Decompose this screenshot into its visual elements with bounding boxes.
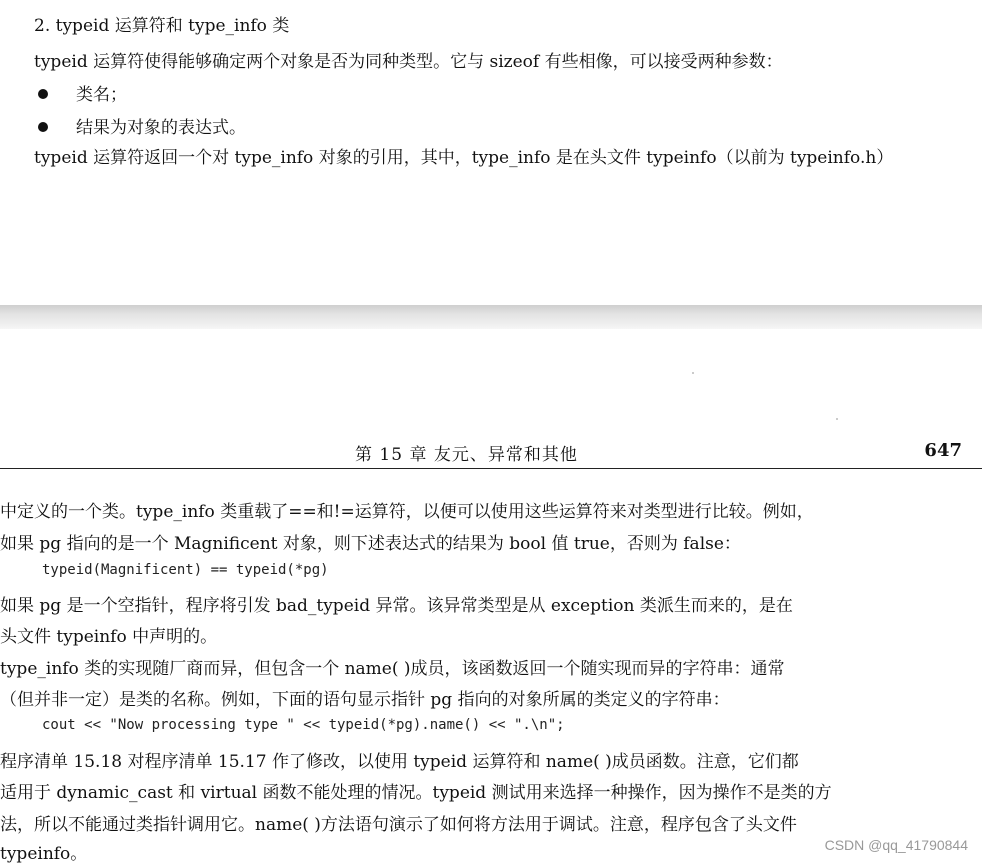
watermark: CSDN @qq_41790844 [824, 837, 968, 853]
code-line-typeid-compare: typeid(Magnificent) == typeid(*pg) [42, 562, 329, 578]
page-number: 647 [924, 440, 962, 461]
intro-paragraph: typeid 运算符使得能够确定两个对象是否为同种类型。它与 sizeof 有些相像，可以接受两种参数： [34, 52, 783, 72]
running-header [0, 436, 982, 469]
typeid-return-paragraph: typeid 运算符返回一个对 type_info 对象的引用，其中，type_info 是在头文件 typeinfo（以前为 typeinfo.h） [34, 148, 894, 168]
bullet-item-1 [38, 83, 127, 107]
body-line: 中定义的一个类。type_info 类重载了==和!=运算符，以便可以使用这些运算符来对类型进行比较。例如， [0, 502, 814, 522]
body-line: （但并非一定）是类的名称。例如，下面的语句显示指针 pg 指向的对象所属的类定义的字符串： [0, 690, 730, 710]
body-line: 法，所以不能通过类指针调用它。name( )方法语句演示了如何将方法用于调试。注意，程序包含了头文件 [0, 815, 797, 835]
bullet-icon [38, 89, 48, 99]
body-line: 适用于 dynamic_cast 和 virtual 函数不能处理的情况。typeid 测试用来选择一种操作，因为操作不是类的方 [0, 783, 832, 803]
bullet-icon [38, 122, 48, 132]
code-line-cout-name: cout << "Now processing type " << typeid(*pg).name() << ".\n"; [42, 717, 565, 733]
body-line: 如果 pg 指向的是一个 Magnificent 对象，则下述表达式的结果为 bool 值 true，否则为 false： [0, 534, 741, 554]
body-line: typeinfo。 [0, 844, 88, 864]
page-separator [0, 305, 982, 329]
body-line: type_info 类的实现随厂商而异，但包含一个 name( )成员，该函数返回一个随实现而异的字符串：通常 [0, 659, 785, 679]
bullet-text: 类名； [76, 85, 127, 105]
body-line: 程序清单 15.18 对程序清单 15.17 作了修改，以使用 typeid 运算符和 name( )成员函数。注意，它们都 [0, 752, 799, 772]
scan-speck [692, 372, 694, 374]
body-line: 如果 pg 是一个空指针，程序将引发 bad_typeid 异常。该异常类型是从 exception 类派生而来的，是在 [0, 596, 793, 616]
body-line: 头文件 typeinfo 中声明的。 [0, 627, 218, 647]
section-title: 2. typeid 运算符和 type_info 类 [34, 16, 290, 36]
bullet-item-2 [38, 116, 246, 140]
bullet-text: 结果为对象的表达式。 [76, 118, 246, 138]
chapter-title: 第 15 章 友元、异常和其他 [355, 445, 578, 465]
scan-speck [836, 418, 838, 420]
